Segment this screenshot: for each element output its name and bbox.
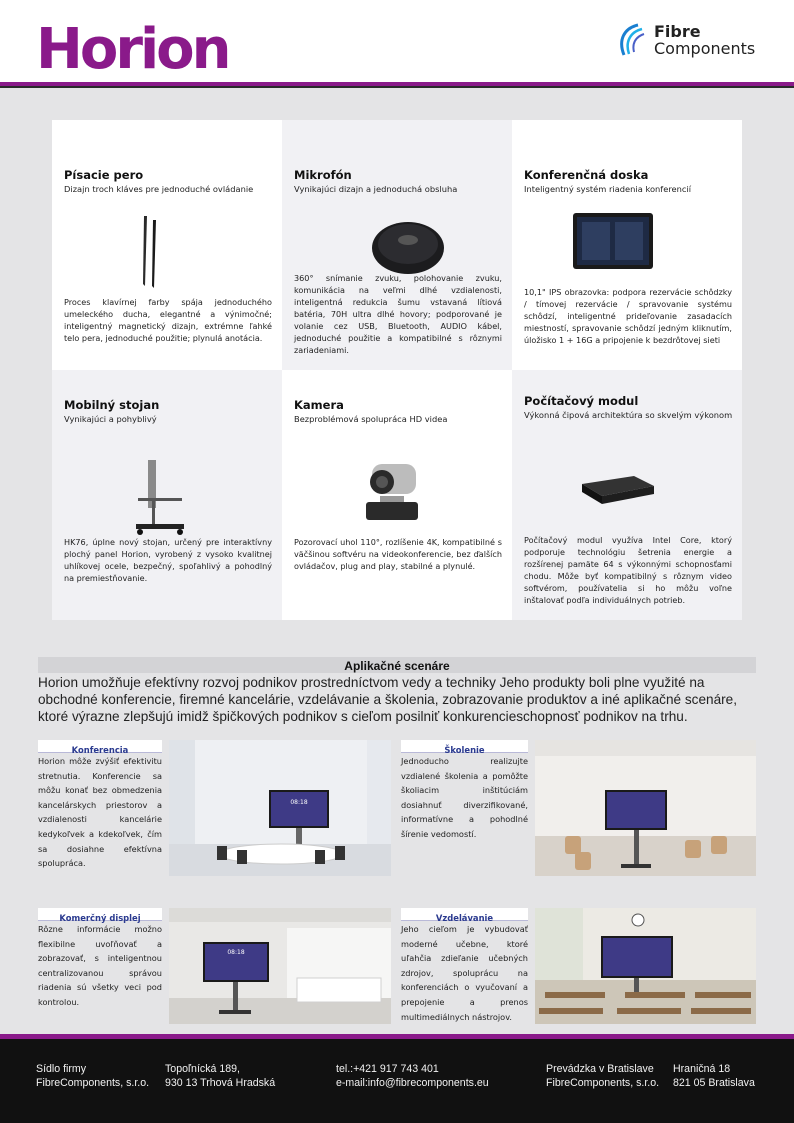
stylus-pen-icon bbox=[140, 214, 160, 290]
fibre-swirl-icon bbox=[616, 22, 646, 58]
applications-intro: Horion umožňuje efektívny rozvoj podnikov prostredníctvom vedy a techniky Jeho produkty boli plne využité na obchodné konferencie, firemné kancelárie, vzdelávanie a školenia, zobrazovanie produktov a iné aplikačné scenáre, ktoré výrazne zlepšujú imidž špičkových podnikov s cieľom posilniť konkurencieschopnosť podnikov na trhu. bbox=[38, 675, 737, 724]
scenario-title-commercial-display: Komerčný displej bbox=[38, 908, 162, 921]
product-subtitle: Dizajn troch kláves pre jednoduché ovládanie bbox=[64, 184, 254, 194]
page-footer bbox=[0, 1039, 794, 1123]
fibre-logo-line2: Components bbox=[654, 39, 756, 58]
product-title: Kamera bbox=[294, 398, 344, 412]
scenario-title-training: Školenie bbox=[401, 740, 528, 753]
footer-seat: Sídlo firmy FibreComponents, s.r.o. bbox=[36, 1063, 150, 1089]
product-card-conference-board bbox=[512, 120, 742, 370]
product-title: Konferenčná doska bbox=[524, 168, 649, 182]
camera-icon bbox=[358, 462, 426, 524]
svg-text:08:18: 08:18 bbox=[290, 799, 308, 806]
product-description: 10,1" IPS obrazovka: podpora rezervácie schôdzky / tímovej rezervácie / spravovanie systému schôdzí, inteligentné prideľovanie zasadacích miestností, spravovanie schôdzí jedným kliknutím, úložisko 1 + 16G a pripojenie k bezdrôtovej sieti bbox=[524, 287, 732, 345]
scenario-text-education: Jeho cieľom je vybudovať moderné učebne, ktoré uľahčia zdieľanie učebných zdrojov, spoluprácu na konferenciách o vyučovaní a prepojenie a prenos multimediálnych nástrojov. bbox=[401, 924, 528, 1022]
computer-module-icon bbox=[576, 470, 658, 508]
product-description: HK76, úplne nový stojan, určený pre interaktívny plochý panel Horion, vyrobený z vysoko kvalitnej uhlíkovej ocele, bezpečný, spoľahlivý a pohodlný na premiestňovanie. bbox=[64, 537, 272, 583]
scenario-text-training: Jednoducho realizujte vzdialené školenia a pomôžte školiacim inštitúciám dosiahnuť diverzifikované, informatívne a pohodlné šírenie vedomostí. bbox=[401, 756, 528, 839]
fibre-logo-line1: Fibre bbox=[654, 22, 701, 41]
svg-text:Horion: Horion bbox=[36, 22, 229, 74]
product-title: Mobilný stojan bbox=[64, 398, 160, 412]
product-subtitle: Inteligentný systém riadenia konferencií bbox=[524, 184, 692, 194]
scenario-image-commercial-display bbox=[169, 908, 391, 1024]
product-subtitle: Výkonná čipová architektúra so skvelým výkonom bbox=[524, 410, 733, 420]
footer-branch-address: Hraničná 18 821 05 Bratislava bbox=[673, 1063, 755, 1089]
product-grid bbox=[52, 120, 742, 620]
footer-seat-address: Topoľnícká 189, 930 13 Trhová Hradská bbox=[165, 1063, 276, 1089]
fibre-components-logo bbox=[616, 22, 755, 58]
page-header bbox=[0, 0, 794, 82]
product-title: Písacie pero bbox=[64, 168, 144, 182]
product-card-stylus bbox=[52, 120, 282, 370]
footer-phone[interactable]: tel.:+421 917 743 401 bbox=[336, 1063, 439, 1075]
product-subtitle: Vynikajúci a pohyblivý bbox=[64, 414, 157, 424]
footer-branch: Prevádzka v Bratislave FibreComponents, s.r.o. bbox=[546, 1063, 660, 1089]
product-card-mobile-stand bbox=[52, 370, 282, 620]
product-card-microphone bbox=[282, 120, 512, 370]
tablet-icon bbox=[572, 212, 654, 270]
mobile-stand-icon bbox=[132, 458, 188, 536]
horion-logo bbox=[36, 22, 236, 74]
applications-title: Aplikačné scenáre bbox=[344, 659, 450, 673]
scenario-image-education bbox=[535, 908, 756, 1024]
product-description: Pozorovací uhol 110°, rozlíšenie 4K, kompatibilné s väčšinou softvéru na videokonferencie, bez ďalších ovládačov, plug and play, stabilné a plynulé. bbox=[294, 537, 502, 571]
product-description: Počítačový modul využíva Intel Core, ktorý podporuje technológiu šetrenia energie a rozšírenej pamäte 64 s výkonnými schopnosťami chodu. Môže byť kompatibilný s rôznym video softvérom, používatelia si ho môžu voľne inštalovať podľa individuálnych potrieb. bbox=[524, 535, 732, 605]
product-title: Mikrofón bbox=[294, 168, 352, 182]
product-description: Proces klavírnej farby spája jednoduchého umeleckého ducha, elegantné a výnimočné; inteligentný magnetický dizajn, extrémne ľahké telo pera, jednoduché použitie; plynulá anotácia. bbox=[64, 297, 272, 343]
scenario-title-conference: Konferencia bbox=[38, 740, 162, 753]
product-subtitle: Bezproblémová spolupráca HD videa bbox=[294, 414, 448, 424]
product-description: 360° snímanie zvuku, polohovanie zvuku, komunikácia na veľmi dlhé vzdialenosti, inteligentná redukcia šumu vstavaná lítiová batéria, 70H ultra dlhé hovory; podporované je volanie cez USB, Bluetooth, AUDIO kábel, jednoduché použitie a kompatibilné s rôznymi zariadeniami. bbox=[294, 273, 502, 355]
product-card-computer-module bbox=[512, 370, 742, 620]
footer-email[interactable]: e-mail:info@fibrecomponents.eu bbox=[336, 1076, 489, 1089]
scenario-text-conference: Horion môže zvýšiť efektivitu stretnutia. Konferencie sa môžu konať bez obmedzenia kancelárskych priestorov a vzdialenosti kancelárie kedykoľvek a kdekoľvek, čím sa dosiahne efektívna spolupráca. bbox=[38, 756, 162, 869]
scenario-image-conference bbox=[169, 740, 391, 876]
footer-contact bbox=[336, 1063, 489, 1090]
product-title: Počítačový modul bbox=[524, 394, 639, 408]
scenario-image-training bbox=[535, 740, 756, 876]
microphone-puck-icon bbox=[368, 216, 448, 276]
applications-title-bar bbox=[38, 657, 756, 673]
scenario-title-education: Vzdelávanie bbox=[401, 908, 528, 921]
product-card-camera bbox=[282, 370, 512, 620]
scenario-text-commercial-display: Rôzne informácie možno flexibilne uvoľňovať a zobrazovať, s inteligentnou centralizovanou správou riadenia sú všetky veci pod kontrolou. bbox=[38, 924, 162, 1007]
product-subtitle: Vynikajúci dizajn a jednoduchá obsluha bbox=[294, 184, 458, 194]
svg-text:08:18: 08:18 bbox=[227, 949, 245, 956]
